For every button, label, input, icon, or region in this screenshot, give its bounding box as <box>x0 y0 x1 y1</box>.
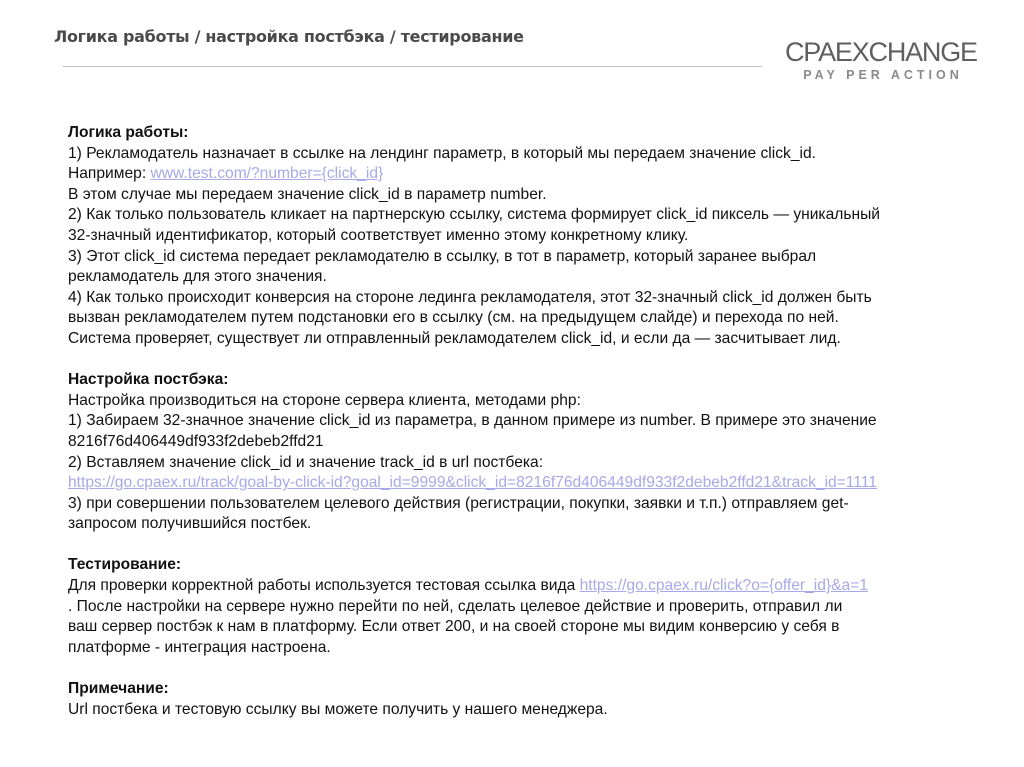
testing-line-3: ваш сервер постбэк к нам в платформу. Если ответ 200, и на своей стороне мы видим конверсию у себя в <box>68 618 840 636</box>
postback-link-line <box>68 473 968 494</box>
logic-step-2-line-1: 2) Как только пользователь кликает на партнерскую ссылку, система формирует click_id пиксель — уникальный <box>68 206 881 224</box>
logic-step-3-line-2: рекламодатель для этого значения. <box>68 268 327 286</box>
section-logic <box>68 123 968 350</box>
test-click-link[interactable]: https://go.cpaex.ru/click?o={offer_id}&a=1 <box>579 577 868 595</box>
postback-url-link[interactable]: https://go.cpaex.ru/track/goal-by-click-id?goal_id=9999&click_id=8216f76d406449df933f2debeb2ffd21&track_id=1111 <box>68 474 877 492</box>
logo-wordmark: CPAEXCHANGE <box>785 37 977 67</box>
slide-content <box>68 123 968 741</box>
title-divider <box>63 66 762 67</box>
section-postback <box>68 370 968 535</box>
logic-step-3-line-1: 3) Этот click_id система передает рекламодателю в ссылку, в тот в параметр, который заранее выбрал <box>68 247 817 265</box>
logic-example <box>68 164 968 185</box>
testing-line-4: платформе - интеграция настроена. <box>68 638 331 656</box>
section-heading: Примечание: <box>68 680 169 698</box>
testing-line-1-text: Для проверки корректной работы используется тестовая ссылка вида <box>68 577 580 595</box>
logo-tagline: PAY PER ACTION <box>803 68 963 82</box>
postback-step-1-line-1: 1) Забираем 32-значное значение click_id из параметра, в данном примере из number. В примере это значение <box>68 412 877 430</box>
postback-step-3-line-1: 3) при совершении пользователем целевого действия (регистрации, покупки, заявки и т.п.) отправляем get- <box>68 494 849 512</box>
section-testing <box>68 555 968 658</box>
logic-step-4-line-3: Система проверяет, существует ли отправленный рекламодателем click_id, и если да — засчитывает лид. <box>68 329 841 347</box>
example-link[interactable]: www.test.com/?number={click_id} <box>150 165 384 183</box>
section-note <box>68 679 968 720</box>
testing-line-2: . После настройки на сервере нужно перейти по ней, сделать целевое действие и проверить, отправил ли <box>68 597 843 615</box>
section-heading: Настройка постбэка: <box>68 371 229 389</box>
logic-step-2-line-2: 32-значный идентификатор, который соответствует именно этому конкретному клику. <box>68 226 689 244</box>
logic-example-note: В этом случае мы передаем значение click_id в параметр number. <box>68 185 547 203</box>
logic-step-1: 1) Рекламодатель назначает в ссылке на лендинг параметр, в который мы передаем значение click_id. <box>68 144 816 162</box>
postback-click-id-value: 8216f76d406449df933f2debeb2ffd21 <box>68 432 324 450</box>
postback-step-2: 2) Вставляем значение click_id и значение track_id в url постбека: <box>68 453 544 471</box>
section-heading: Тестирование: <box>68 556 182 574</box>
example-label: Например: <box>68 165 151 183</box>
slide-title: Логика работы / настройка постбэка / тестирование <box>54 27 524 46</box>
postback-intro: Настройка производиться на стороне сервера клиента, методами php: <box>68 391 581 409</box>
logic-step-4-line-1: 4) Как только происходит конверсия на стороне лединга рекламодателя, этот 32-значный click_id должен быть <box>68 288 872 306</box>
note-text: Url постбека и тестовую ссылку вы можете получить у нашего менеджера. <box>68 700 608 718</box>
postback-step-3-line-2: запросом получившийся постбек. <box>68 515 312 533</box>
testing-line-1 <box>68 576 968 597</box>
cpaexchange-logo <box>785 38 975 84</box>
section-heading: Логика работы: <box>68 124 189 141</box>
logic-step-4-line-2: вызван рекламодателем путем подстановки его в ссылку (см. на предыдущем слайде) и перехода по ней. <box>68 309 839 327</box>
